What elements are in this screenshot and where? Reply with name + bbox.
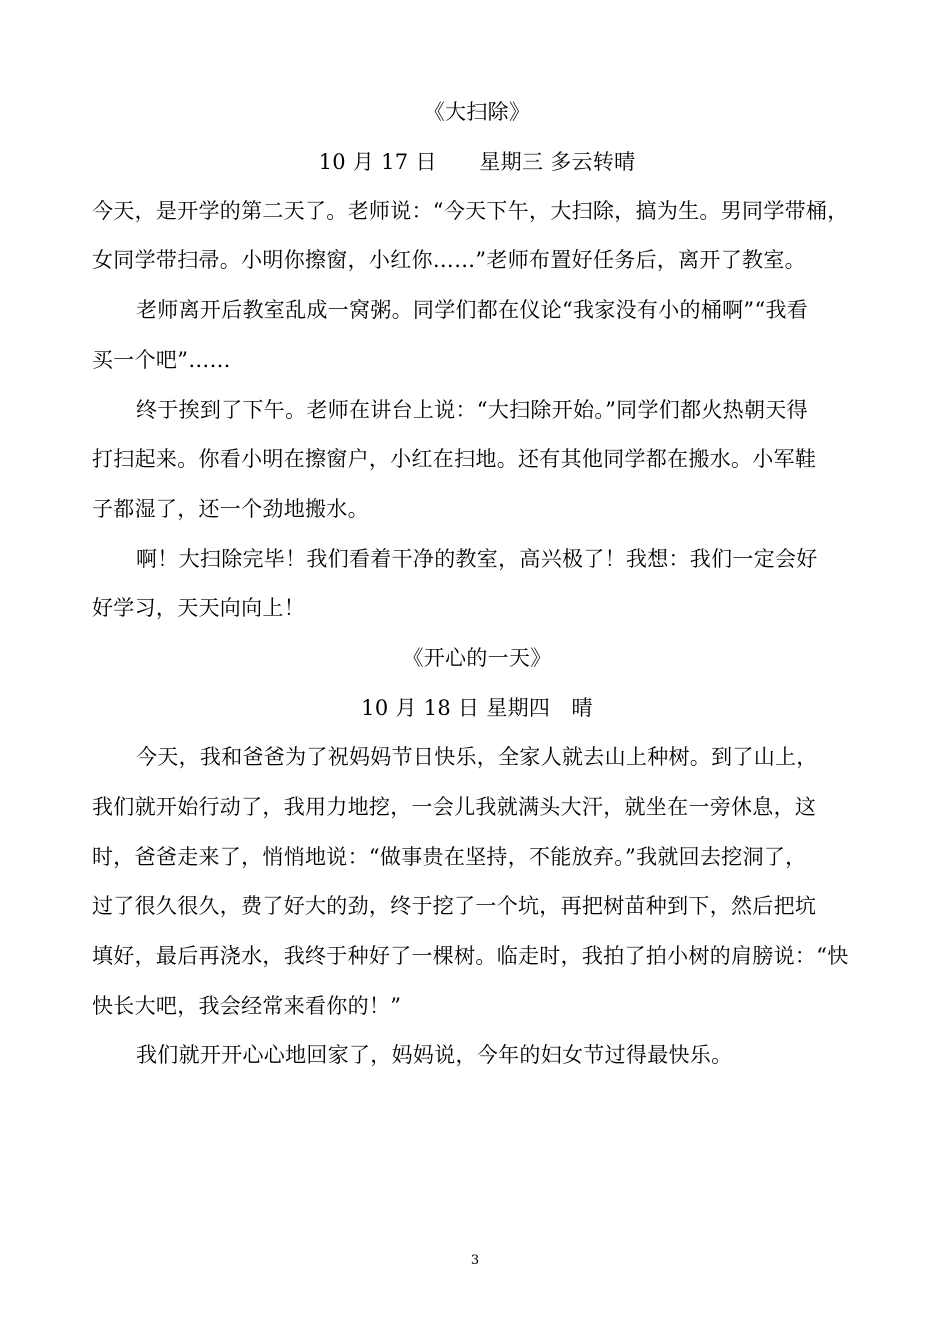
paragraph-line: 买一个吧”……: [92, 348, 231, 372]
paragraph-line: 终于挨到了下午。老师在讲台上说：“大扫除开始。”同学们都火热朝天得: [136, 398, 808, 422]
paragraph-line: 子都湿了，还一个劲地搬水。: [92, 497, 369, 521]
paragraph-line: 老师离开后教室乱成一窝粥。同学们都在仪论“我家没有小的桶啊”“我看: [136, 298, 809, 322]
paragraph-line: 时，爸爸走来了，悄悄地说：“做事贵在坚持，不能放弃。”我就回去挖洞了，: [92, 845, 807, 869]
paragraph-line: 啊！大扫除完毕！我们看着干净的教室，高兴极了！我想：我们一定会好: [136, 547, 818, 571]
essay-date-line: 10 月 18 日 星期四 晴: [361, 696, 593, 720]
essay-title: 《大扫除》: [423, 100, 531, 124]
paragraph-line: 女同学带扫帚。小明你擦窗，小红你……”老师布置好任务后，离开了教室。: [92, 248, 806, 272]
paragraph-line: 填好，最后再浇水，我终于种好了一棵树。临走时，我拍了拍小树的肩膀说：“快: [92, 944, 849, 968]
paragraph-line: 今天，我和爸爸为了祝妈妈节日快乐，全家人就去山上种树。到了山上，: [136, 745, 818, 769]
essay-date-line: 10 月 17 日 星期三 多云转晴: [318, 150, 636, 174]
essay-title: 《开心的一天》: [402, 646, 552, 670]
paragraph-line: 我们就开开心心地回家了，妈妈说，今年的妇女节过得最快乐。: [136, 1043, 733, 1067]
paragraph-line: 今天，是开学的第二天了。老师说：“今天下午，大扫除，搞为生。男同学带桶，: [92, 199, 849, 223]
paragraph-line: 打扫起来。你看小明在擦窗户，小红在扫地。还有其他同学都在搬水。小军鞋: [92, 447, 817, 471]
paragraph-line: 我们就开始行动了，我用力地挖，一会儿我就满头大汗，就坐在一旁休息，这: [92, 795, 817, 819]
paragraph-line: 好学习，天天向向上！: [92, 596, 305, 620]
page-number: 3: [470, 1253, 480, 1268]
paragraph-line: 快长大吧，我会经常来看你的！”: [92, 994, 402, 1018]
paragraph-line: 过了很久很久，费了好大的劲，终于挖了一个坑，再把树苗种到下，然后把坑: [92, 894, 817, 918]
